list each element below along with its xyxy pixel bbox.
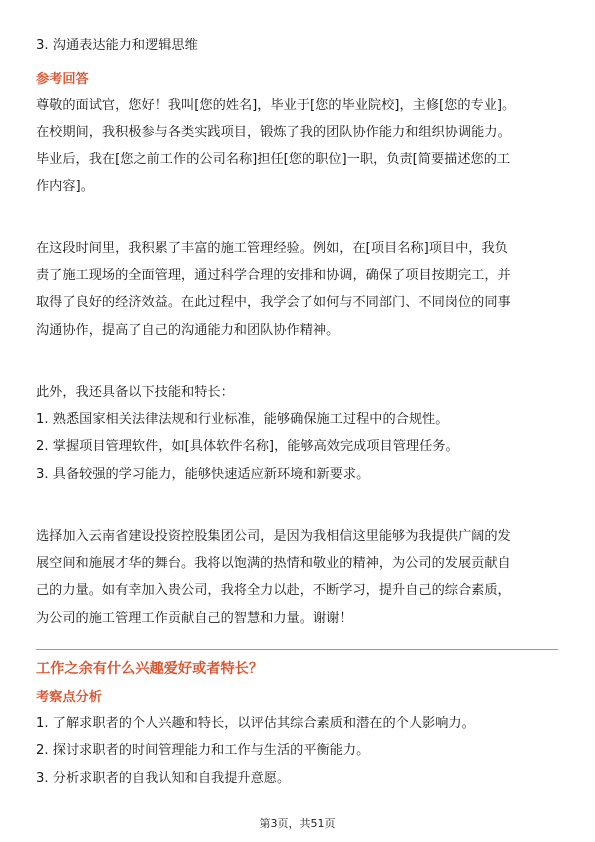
paragraph-line: 此外，我还具备以下技能和特长： [36,385,234,400]
answer-heading: 参考回答 [36,72,89,87]
paragraph-line: 尊敬的面试官，您好！我叫[您的姓名]，毕业于[您的毕业院校]，主修[您的专业]。 [36,98,516,113]
analysis-heading: 考察点分析 [36,690,102,705]
paragraph-line: 展空间和施展才华的舞台。我将以饱满的热情和敬业的精神，为公司的发展贡献自 [36,556,511,571]
paragraph-line: 沟通协作，提高了自己的沟通能力和团队协作精神。 [36,323,340,338]
paragraph-line: 作内容]。 [36,179,94,194]
section-divider [36,649,558,650]
criteria-item-3: 3. 沟通表达能力和逻辑思维 [36,38,198,53]
skill-item: 1. 熟悉国家相关法律法规和行业标准，能够确保施工过程中的合规性。 [36,412,449,427]
skill-item: 2. 掌握项目管理软件，如[具体软件名称]，能够高效完成项目管理任务。 [36,439,459,454]
skill-item: 3. 具备较强的学习能力，能够快速适应新环境和新要求。 [36,467,370,482]
question-heading: 工作之余有什么兴趣爱好或者特长？ [36,661,264,677]
paragraph-line: 在校期间，我积极参与各类实践项目，锻炼了我的团队协作能力和组织协调能力。 [36,125,511,140]
analysis-item: 1. 了解求职者的个人兴趣和特长，以评估其综合素质和潜在的个人影响力。 [36,716,475,731]
paragraph-line: 己的力量。如有幸加入贵公司，我将全力以赴，不断学习，提升自己的综合素质， [36,583,511,598]
paragraph-line: 取得了良好的经济效益。在此过程中，我学会了如何与不同部门、不同岗位的同事 [36,295,511,310]
paragraph-line: 为公司的施工管理工作贡献自己的智慧和力量。谢谢！ [36,611,353,626]
paragraph-line: 选择加入云南省建设投资控股集团公司，是因为我相信这里能够为我提供广阔的发 [36,529,511,544]
page-number: 第3页，共51页 [259,817,336,830]
paragraph-line: 在这段时间里，我积累了丰富的施工管理经验。例如，在[项目名称]项目中，我负 [36,241,508,256]
paragraph-line: 责了施工现场的全面管理，通过科学合理的安排和协调，确保了项目按期完工，并 [36,268,511,283]
paragraph-line: 毕业后，我在[您之前工作的公司名称]担任[您的职位]一职，负责[简要描述您的工 [36,152,511,167]
analysis-item: 3. 分析求职者的自我认知和自我提升意愿。 [36,771,291,786]
analysis-item: 2. 探讨求职者的时间管理能力和工作与生活的平衡能力。 [36,743,370,758]
